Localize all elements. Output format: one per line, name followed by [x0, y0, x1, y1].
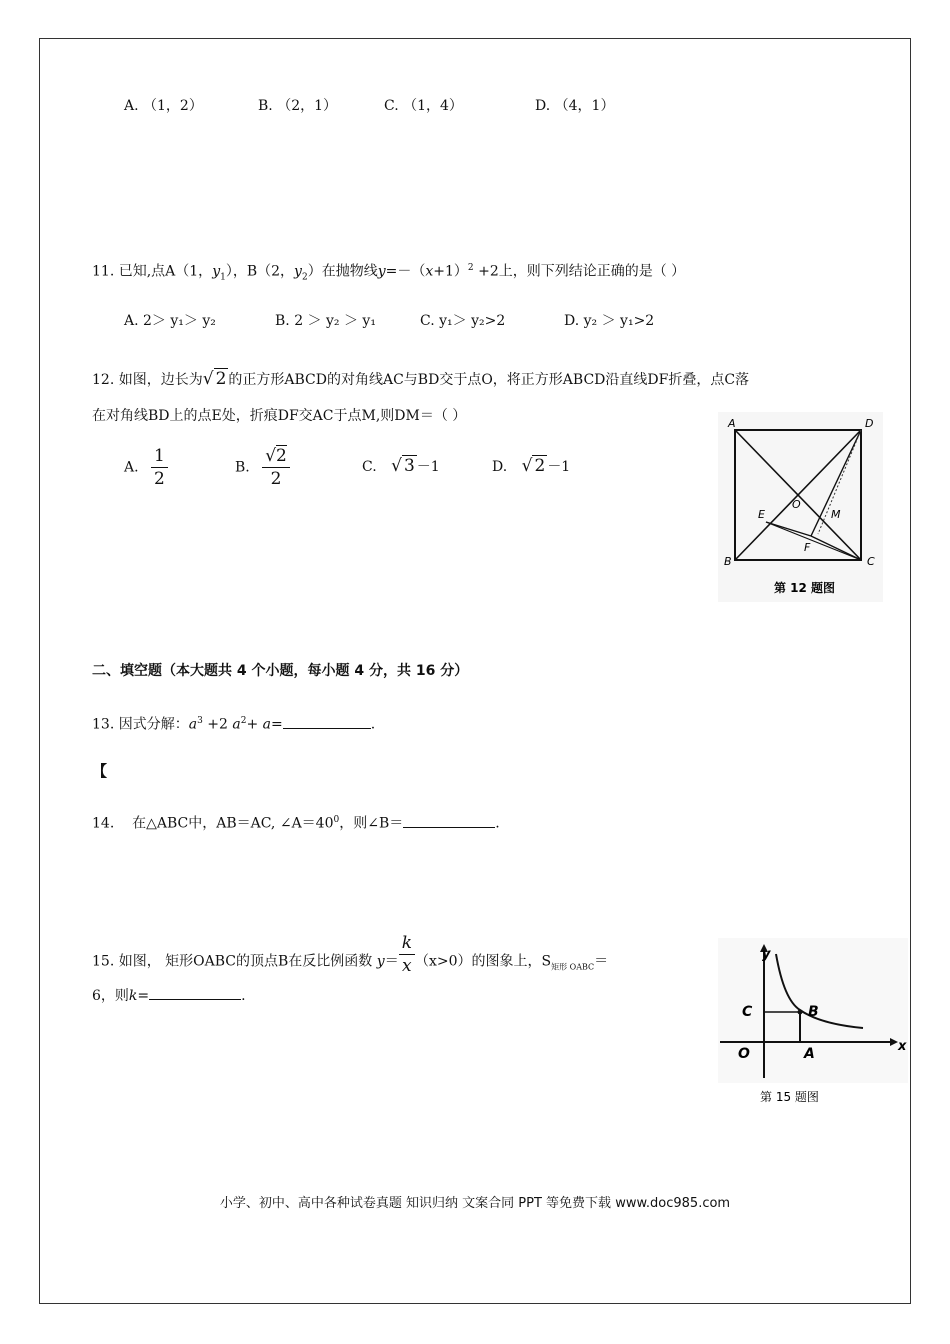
q15-stem-line1: 15. 如图， 矩形OABC的顶点B在反比例函数 y＝ $\frac{k}{x}$ （x>0）的图象上，$S_{矩形 OABC}=$: [92, 933, 609, 976]
q14-answer-blank[interactable]: [403, 813, 495, 828]
label-a: A: [804, 1046, 815, 1062]
label-a: A: [728, 417, 736, 430]
q10-option-a: A. （1，2）: [124, 98, 203, 114]
q11-option-c: C. y₁＞ y₂>2: [420, 313, 506, 329]
q15-figure: [718, 938, 908, 1108]
q11-option-b: B. 2 ＞ y₂ ＞ y₁: [275, 313, 376, 329]
q11-option-a: A. 2＞ y₁＞ y₂: [124, 313, 216, 329]
label-c: C: [867, 555, 875, 568]
q13-number: 13.: [92, 716, 115, 733]
q10-option-d: D. （4，1）: [535, 98, 615, 114]
q12-option-a: A. $\frac{1}{2}$: [124, 445, 168, 490]
q11-number: 11.: [92, 263, 115, 280]
q12-option-d: D. √ 2 －1: [492, 456, 571, 476]
label-d: D: [865, 417, 874, 430]
q11-option-d: D. y₂ ＞ y₁>2: [564, 313, 655, 329]
label-y: y: [762, 947, 771, 962]
q12-stem-line2: 在对角线BD上的点E处，折痕DF交AC于点M,则DM＝（ ）: [92, 408, 467, 424]
label-m: M: [831, 508, 841, 521]
point-b: [798, 1010, 803, 1015]
fraction-one-half: $\frac{1}{2}$: [151, 445, 168, 490]
q15-answer-blank[interactable]: [149, 985, 241, 1000]
label-x: x: [898, 1039, 907, 1054]
label-o: O: [792, 498, 801, 511]
q13-stem: 13. 因式分解：$a^3 +2$ $a^2+ a=$ .: [92, 711, 375, 735]
q14-stem: 14. 在△ABC中，AB＝AC, $\angle A=40^0$，则∠B＝ .: [92, 810, 500, 834]
q12-option-b: B. $\frac{√2}{2}$: [235, 445, 290, 490]
sqrt-2: √ 2: [202, 369, 227, 389]
q12-option-c: C. √ 3 －1: [362, 456, 440, 476]
q14-number: 14.: [92, 815, 115, 832]
section-2-title: 二、填空题（本大题共 4 个小题，每小题 4 分，共 16 分）: [92, 663, 469, 679]
q15-figure-caption: 第 15 题图: [760, 1090, 819, 1104]
q12-figure: [718, 412, 883, 602]
q12-number: 12.: [92, 372, 115, 388]
fraction-sqrt2-over-2: $\frac{√2}{2}$: [262, 445, 290, 490]
label-b: B: [724, 555, 732, 568]
fraction-k-over-x: $\frac{k}{x}$: [399, 932, 415, 977]
page-footer: 小学、初中、高中各种试卷真题 知识归纳 文案合同 PPT 等免费下载 www.doc985.com: [219, 1196, 731, 1211]
q10-option-b: B. （2，1）: [258, 98, 338, 114]
label-f: F: [804, 541, 811, 554]
label-c: C: [742, 1004, 753, 1020]
q11-stem: 11. 已知,点A（1，$y_1$），B（2，$y_2$）在抛物线$y=-(x+1)^2 +2$上，则下列结论正确的是（ ）: [92, 263, 686, 283]
label-e: E: [758, 508, 765, 521]
q12-figure-caption: 第 12 题图: [774, 581, 836, 595]
label-o: O: [738, 1046, 750, 1062]
label-b: B: [808, 1004, 819, 1020]
q13-answer-blank[interactable]: [283, 714, 371, 729]
stray-bracket: 【: [92, 762, 108, 780]
q12-stem-line1: 12. 如图，边长为√ 2 的正方形ABCD的对角线AC与BD交于点O，将正方形ABCD沿直线DF折叠，点C落: [92, 369, 750, 389]
q15-number: 15.: [92, 953, 115, 970]
q10-option-c: C. （1，4）: [384, 98, 463, 114]
q15-stem-line2: 6，则k= .: [92, 985, 246, 1006]
